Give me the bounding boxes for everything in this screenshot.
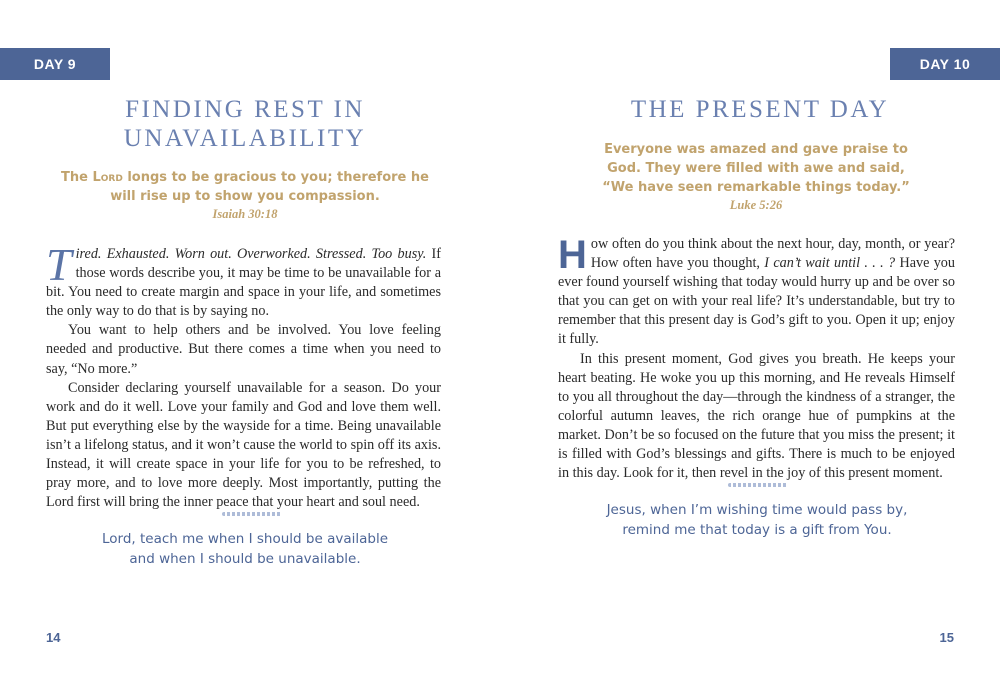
paragraph-text: If those words describe you, it may be time to be unavailable for a bit. You need to create margin and space in your life, and sometimes the only way to do that is by saying no. [46,246,441,320]
scripture-verse [60,168,430,222]
paragraph [46,239,441,321]
day-tab: DAY 9 [0,48,110,80]
right-page [500,0,1000,682]
verse-reference: Luke 5:26 [729,198,783,212]
page-title: FINDING REST IN UNAVAILABILITY [123,96,367,152]
paragraph [558,235,955,350]
prayer-line: remind me that today is a gift from You. [622,522,892,538]
prayer-line: and when I should be unavailable. [129,551,361,567]
paragraph-text: Have you ever found yourself wishing that today would hurry up and be over so that you can get on with your real life? It’s understandable, but try to remember that this present day is God’s gift to you. Open it up; enjoy it fully. [558,255,955,348]
prayer-line: Jesus, when I’m wishing time would pass by, [606,502,908,518]
verse-line: “We have seen remarkable things today.” [602,180,910,195]
paragraph: In this present moment, God gives you breath. He keeps your heart beating. He woke you up this morning, and He reveals Himself to you all throughout the day—through the kindness of a stranger, the colorful autumn leaves, the rich orange hue of pumpkins at the market. Don’t be so focused on the future that you miss the present; it is filled with God’s blessings and gifts. There is much to be enjoyed in this day. Look for it, then revel in the joy of this present moment. [558,350,955,482]
paragraph: You want to help others and be involved. You love feeling needed and productive. But there comes a time when you need to say, “No more.” [46,322,441,377]
verse-line: Everyone was amazed and gave praise to [604,142,908,157]
paragraph-text: ow often do you think about the next hour, day, month, or year? How often have you thought, [590,236,955,272]
page-title: THE PRESENT DAY [630,96,890,123]
prayer-line: Lord, teach me when I should be available [101,531,389,547]
prayer [50,529,440,569]
page-number: 15 [939,630,954,645]
drop-cap: T [46,239,72,290]
devotional-body [46,239,441,512]
scripture-verse [590,140,922,213]
verse-text: longs to be gracious to you; therefore he will rise up to show you compassion. [110,170,429,204]
italic-text: ired. Exhausted. Worn out. Overworked. Stressed. Too busy. [75,246,427,262]
prayer [560,500,954,540]
ornament-divider [222,512,282,516]
verse-line: God. They were filled with awe and said, [607,161,905,176]
verse-text: The [61,170,93,185]
ornament-divider [728,483,788,487]
verse-reference: Isaiah 30:18 [212,207,278,221]
page-number: 14 [46,630,61,645]
italic-text: I can’t wait until . . . ? [764,255,896,272]
day-tab: DAY 10 [890,48,1000,80]
paragraph: Consider declaring yourself unavailable for a season. Do your work and do it well. Love your family and God and love them well. But put everything else by the wayside for a time. Being unavailable isn’t a lifelong status, and it won’t cause the world to spin off its axis. Instead, it will create space in your life for you to be refreshed, to pray more, and to love more deeply. Most importantly, putting the Lord first will bring the inner peace that your heart and soul need. [46,379,441,511]
devotional-body [558,235,955,483]
verse-lord: Lord [92,170,123,185]
drop-cap: H [558,233,587,277]
